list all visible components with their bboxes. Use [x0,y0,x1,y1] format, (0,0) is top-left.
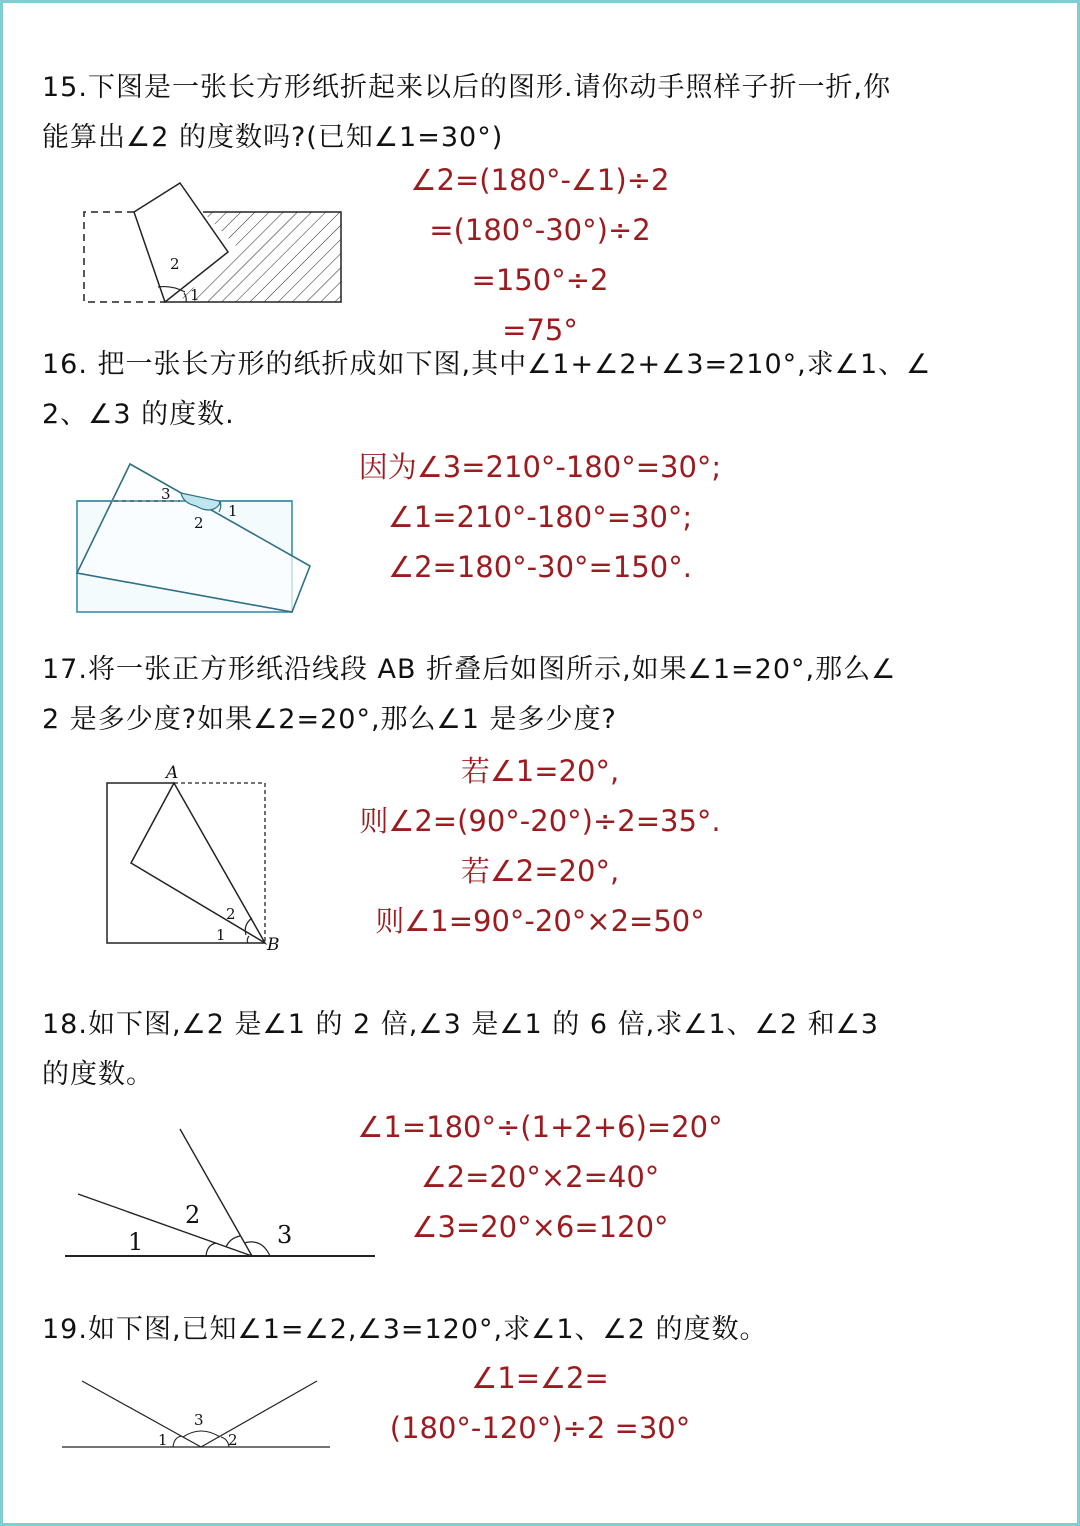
question-line: 2、∠3 的度数. [42,399,235,430]
point-B-label: B [267,935,280,955]
answer-line: ∠3=20°×6=120° [411,1210,669,1244]
question-line: 17.将一张正方形纸沿线段 AB 折叠后如图所示,如果∠1=20°,那么∠ [42,654,897,685]
angle-2-label: 2 [194,514,204,532]
answer-line: (180°-120°)÷2 =30° [389,1411,691,1445]
question-line: 16. 把一张长方形的纸折成如下图,其中∠1+∠2+∠3=210°,求∠1、∠ [42,349,932,380]
answer-line: 因为∠3=210°-180°=30°; [358,450,722,484]
angle-1-label: 1 [216,926,226,944]
angle-1-label: 1 [190,286,200,304]
angle-3-label: 3 [277,1221,293,1249]
question-line: 19.如下图,已知∠1=∠2,∠3=120°,求∠1、∠2 的度数。 [42,1314,768,1345]
answer-line: ∠1=210°-180°=30°; [387,500,693,534]
answer-line: ∠2=180°-30°=150°. [388,550,692,584]
answer-line: 若∠1=20°, [460,754,620,788]
problem-19-answer [340,1353,740,1453]
angle-2-label: 2 [185,1201,201,1229]
answer-line: =75° [502,313,578,347]
angle-1-label: 1 [158,1431,168,1449]
angle-2-label: 2 [226,905,236,923]
answer-line: =150°÷2 [471,263,609,297]
answer-line: ∠2=20°×2=40° [420,1160,660,1194]
angle-2-label: 2 [170,255,180,273]
answer-line: =(180°-30°)÷2 [429,213,651,247]
question-line: 2 是多少度?如果∠2=20°,那么∠1 是多少度? [42,704,617,735]
angle-3-label: 3 [161,485,171,503]
angle-1-label: 1 [228,502,238,520]
angle-2-label: 2 [228,1431,238,1449]
question-line: 18.如下图,∠2 是∠1 的 2 倍,∠3 是∠1 的 6 倍,求∠1、∠2 和∠3 [42,1009,879,1040]
question-line: 15.下图是一张长方形纸折起来以后的图形.请你动手照样子折一折,你 [42,72,892,103]
question-line: 能算出∠2 的度数吗?(已知∠1=30°) [42,122,504,153]
answer-line: 则∠1=90°-20°×2=50° [375,904,705,938]
answer-line: 若∠2=20°, [460,854,620,888]
answer-line: ∠1=180°÷(1+2+6)=20° [357,1110,723,1144]
angle-1-label: 1 [128,1228,144,1256]
question-line: 的度数。 [42,1059,154,1090]
angle-3-label: 3 [194,1411,204,1429]
point-A-label: A [166,763,179,783]
answer-line: ∠2=(180°-∠1)÷2 [410,163,670,197]
answer-line: ∠1=∠2= [471,1361,609,1395]
answer-line: 则∠2=(90°-20°)÷2=35°. [359,804,721,838]
